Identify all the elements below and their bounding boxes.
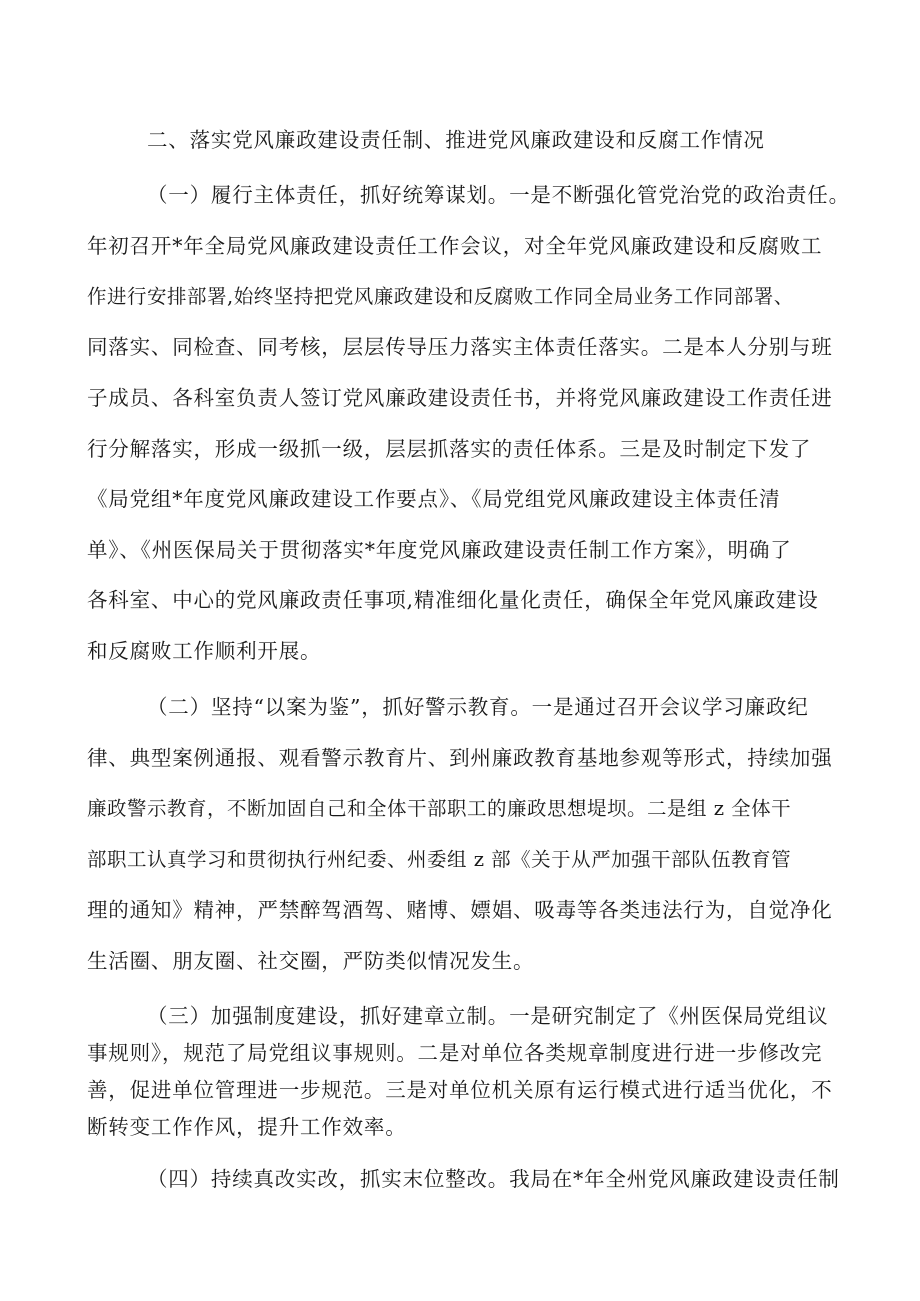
paragraph-2-line: 部职工认真学习和贯彻执行州纪委、州委组 z 部《关于从严加强干部队伍教育管 xyxy=(87,848,792,871)
paragraph-1-line: 各科室、中心的党风廉政责任事项,精准细化量化责任，确保全年党风廉政建设 xyxy=(87,588,819,612)
paragraph-1-line: 年初召开*年全局党风廉政建设责任工作会议，对全年党风廉政建设和反腐败工 xyxy=(87,234,823,258)
paragraph-3-line: （三）加强制度建设，抓好建章立制。一是研究制定了《州医保局党组议 xyxy=(147,1004,829,1028)
paragraph-2-line: 廉政警示教育，不断加固自己和全体干部职工的廉政思想堤坝。二是组 z 全体干 xyxy=(87,797,792,820)
paragraph-3-line: 断转变工作作风，提升工作效率。 xyxy=(87,1115,407,1139)
section-title: 二、落实党风廉政建设责任制、推进党风廉政建设和反腐工作情况 xyxy=(147,128,765,152)
paragraph-1-line: 子成员、各科室负责人签订党风廉政建设责任书，并将党风廉政建设工作责任进 xyxy=(87,386,833,410)
paragraph-1-line: 行分解落实，形成一级抓一级，层层抓落实的责任体系。三是及时制定下发了 xyxy=(87,437,812,461)
paragraph-3-line: 事规则》，规范了局党组议事规则。二是对单位各类规章制度进行进一步修改完 xyxy=(87,1041,823,1065)
paragraph-2-line: 理的通知》精神，严禁醉驾酒驾、赌博、嫖娼、吸毒等各类违法行为，自觉净化 xyxy=(87,898,833,922)
paragraph-4-line: （四）持续真改实改，抓实末位整改。我局在*年全州党风廉政建设责任制 xyxy=(147,1167,840,1191)
paragraph-1-line: 《局党组*年度党风廉政建设工作要点》、《局党组党风廉政建设主体责任清 xyxy=(87,487,781,511)
paragraph-2-line: 律、典型案例通报、观看警示教育片、到州廉政教育基地参观等形式，持续加强 xyxy=(87,746,833,770)
paragraph-2-line: 生活圈、朋友圈、社交圈，严防类似情况发生。 xyxy=(87,949,535,973)
paragraph-3-line: 善，促进单位管理进一步规范。三是对单位机关原有运行模式进行适当优化，不 xyxy=(87,1078,833,1102)
paragraph-1-line: （一）履行主体责任，抓好统筹谋划。一是不断强化管党治党的政治责任。 xyxy=(147,183,850,207)
paragraph-1-line: 和反腐败工作顺利开展。 xyxy=(87,639,322,663)
paragraph-1-line: 作进行安排部署,始终坚持把党风廉政建设和反腐败工作同全局业务工作同部署、 xyxy=(87,285,794,308)
paragraph-1-line: 单》、《州医保局关于贯彻落实*年度党风廉政建设责任制工作方案》，明确了 xyxy=(87,538,792,562)
paragraph-2-line: （二）坚持“以案为鉴”，抓好警示教育。一是通过召开会议学习廉政纪 xyxy=(147,695,809,719)
paragraph-1-line: 同落实、同检查、同考核，层层传导压力落实主体责任落实。二是本人分别与班 xyxy=(87,335,833,359)
